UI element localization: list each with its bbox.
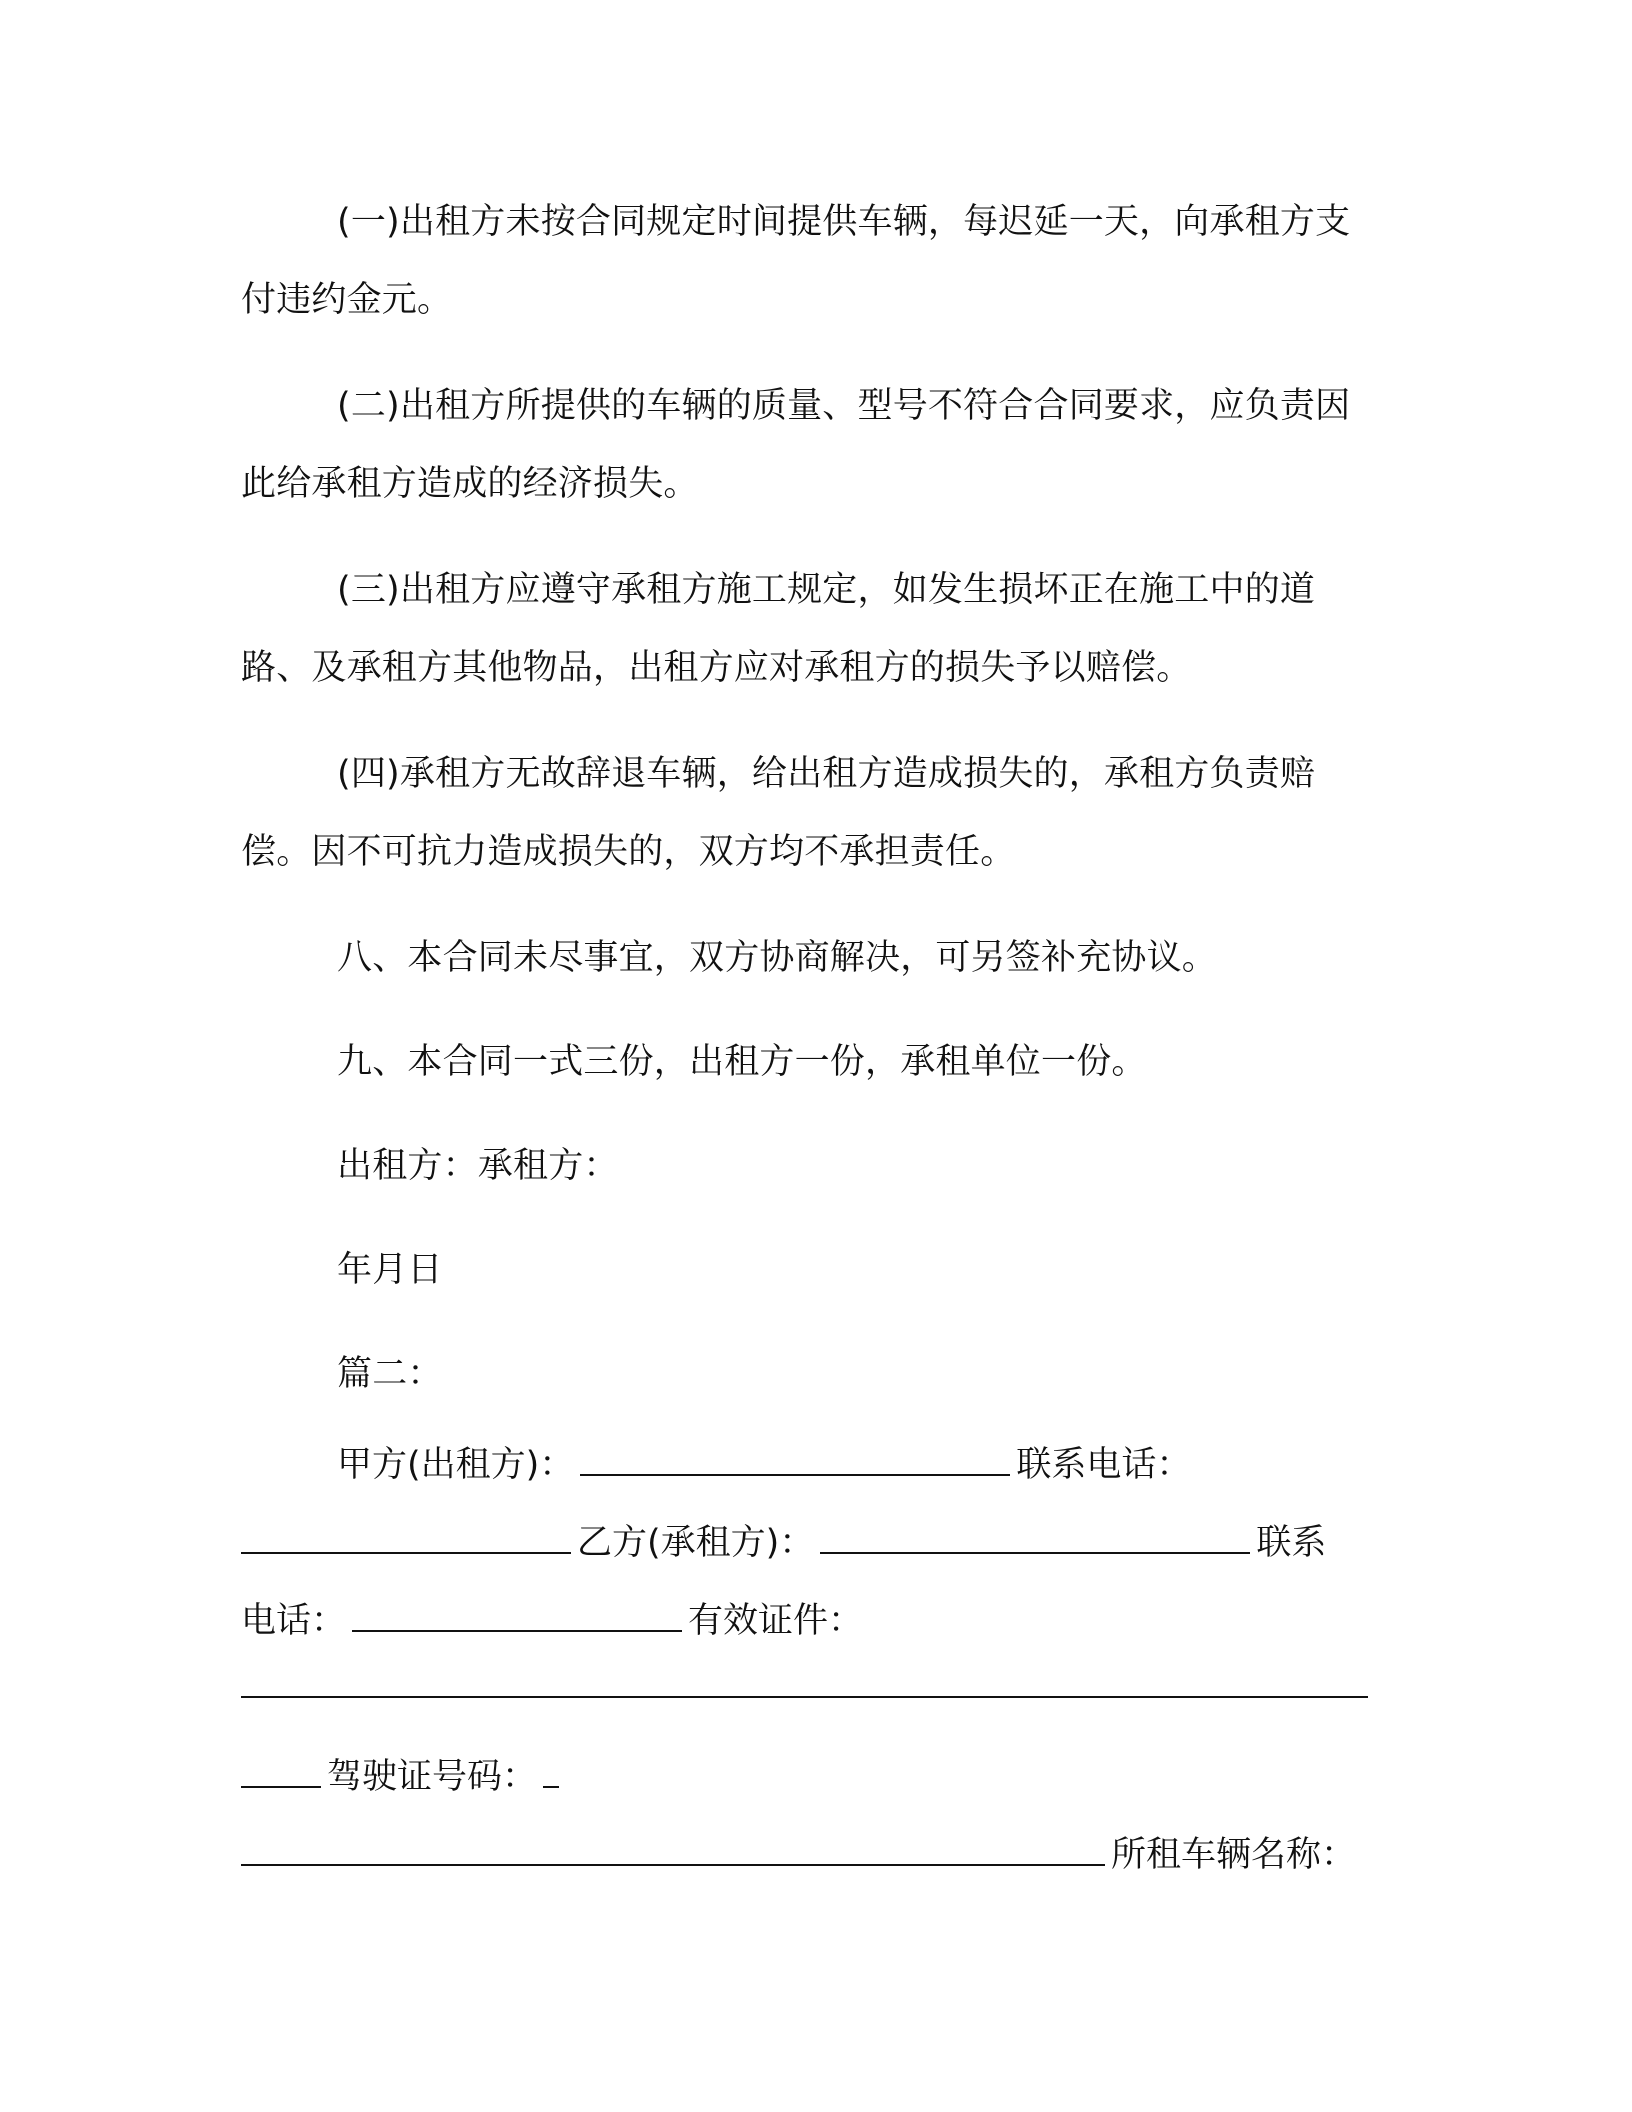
article-eight: 八、本合同未尽事宜，双方协商解决，可另签补充协议。 (337, 938, 1218, 978)
form-line-phone-id (241, 1582, 1368, 1660)
clause-one: (一)出租方未按合同规定时间提供车辆，每迟延一天，向承租方支付违约金元。 (241, 202, 1351, 320)
license-blank-start[interactable] (543, 1746, 559, 1788)
party-b-label: 乙方(承租方)： (577, 1523, 815, 1563)
phone-label-2b: 电话： (241, 1601, 347, 1641)
date-line: 年月日 (337, 1250, 443, 1290)
vehicle-label: 所租车辆名称： (1111, 1835, 1357, 1875)
party-a-blank[interactable] (580, 1434, 1010, 1476)
rental-form (241, 1426, 1368, 1894)
contract-body (241, 183, 1368, 1413)
phone-2-blank[interactable] (352, 1590, 682, 1632)
party-a-label: 甲方(出租方)： (337, 1445, 575, 1485)
form-line-id-blank (241, 1660, 1368, 1738)
license-label: 驾驶证号码： (327, 1757, 538, 1797)
section-title: 篇二： (337, 1354, 443, 1394)
party-b-blank[interactable] (820, 1512, 1250, 1554)
clause-four: (四)承租方无故辞退车辆，给出租方造成损失的，承租方负责赔偿。因不可抗力造成损失的，双方均不承担责任。 (241, 754, 1316, 872)
phone-label-1: 联系电话： (1016, 1445, 1192, 1485)
id-label: 有效证件： (688, 1601, 864, 1641)
phone-label-2a: 联系 (1256, 1523, 1327, 1563)
signature-line: 出租方：承租方： (337, 1146, 619, 1186)
form-line-license (241, 1738, 1368, 1816)
clause-three: (三)出租方应遵守承租方施工规定，如发生损坏正在施工中的道路、及承租方其他物品，出租方应对承租方的损失予以赔偿。 (241, 570, 1316, 688)
id-blank-tail[interactable] (241, 1746, 321, 1788)
article-nine: 九、本合同一式三份，出租方一份，承租单位一份。 (337, 1042, 1147, 1082)
form-line-party-b (241, 1504, 1368, 1582)
phone-1-blank[interactable] (241, 1512, 571, 1554)
id-blank[interactable] (241, 1696, 1368, 1698)
clause-two: (二)出租方所提供的车辆的质量、型号不符合合同要求，应负责因此给承租方造成的经济损失。 (241, 386, 1351, 504)
form-line-vehicle (241, 1816, 1368, 1894)
form-line-party-a (241, 1426, 1368, 1504)
license-blank[interactable] (241, 1824, 1105, 1866)
